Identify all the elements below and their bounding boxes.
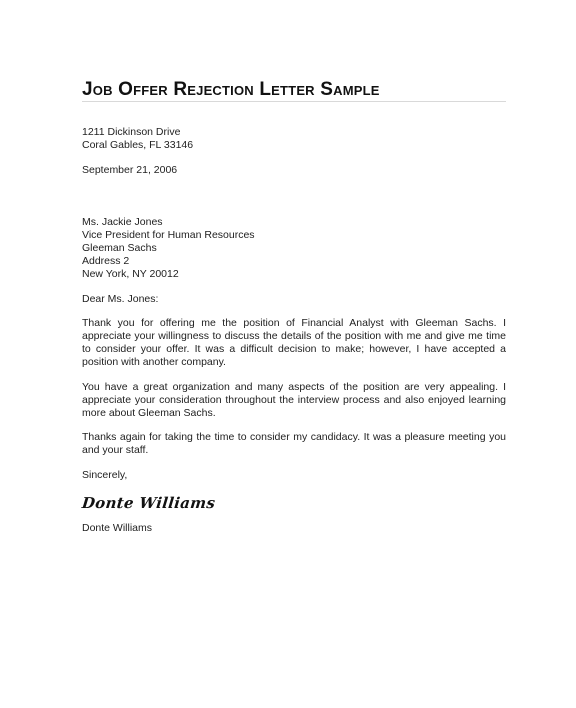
letter-body [82, 126, 506, 535]
salutation: Dear Ms. Jones: [82, 292, 159, 305]
recipient-line: Vice President for Human Resources [82, 228, 255, 241]
recipient-line: Gleeman Sachs [82, 242, 157, 255]
page-title: Job Offer Rejection Letter Sample [82, 79, 380, 100]
recipient-line: New York, NY 20012 [82, 268, 179, 281]
closing: Sincerely, [82, 468, 128, 481]
body-paragraph: Thank you for offering me the position of Financial Analyst with Gleeman Sachs. I appreciate your willingness to discuss the details of the position with me and give me time to consider your offer. It was a difficult decision to make; however, I have accepted a position with another company. [82, 316, 506, 369]
title-divider [82, 101, 506, 102]
recipient-line: Address 2 [82, 255, 130, 268]
body-paragraph: Thanks again for taking the time to consider my candidacy. It was a pleasure meeting you and your staff. [82, 431, 506, 457]
sender-address-line: Coral Gables, FL 33146 [82, 139, 194, 152]
recipient-line: Ms. Jackie Jones [82, 215, 163, 228]
sender-address [82, 126, 506, 152]
signature: Donte Williams [81, 493, 217, 512]
recipient-address [82, 216, 506, 282]
letter-date: September 21, 2006 [82, 164, 178, 177]
signer-name: Donte Williams [82, 521, 153, 534]
sender-address-line: 1211 Dickinson Drive [82, 126, 181, 138]
body-paragraph: You have a great organization and many aspects of the position are very appealing. I appreciate your consideration throughout the interview process and also enjoyed learning more about Gleeman Sachs. [82, 380, 506, 420]
